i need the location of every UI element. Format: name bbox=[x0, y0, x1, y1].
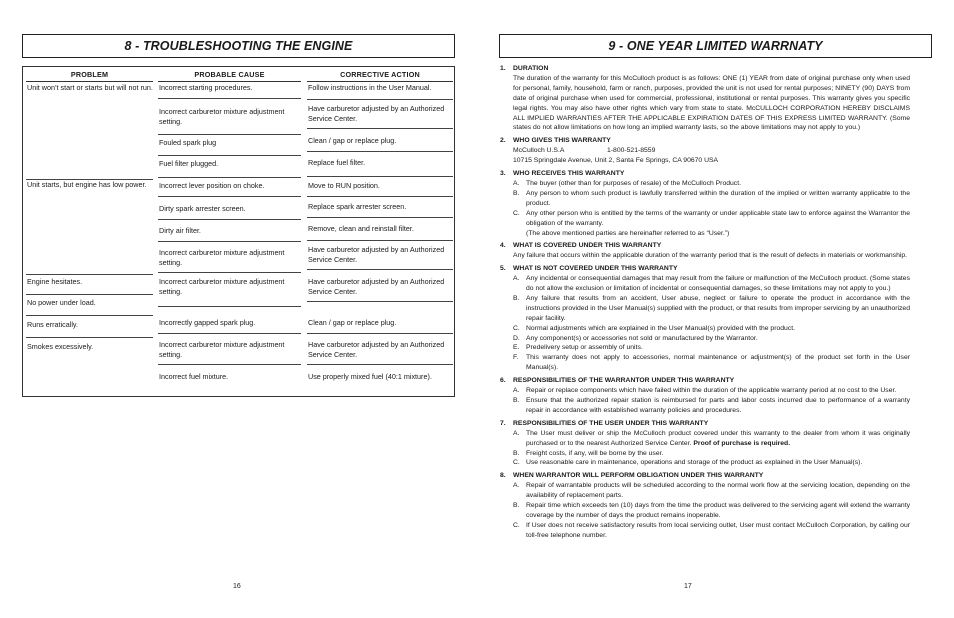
section-heading: WHO RECEIVES THIS WARRANTY bbox=[513, 170, 625, 178]
action-header: CORRECTIVE ACTION bbox=[307, 70, 453, 82]
item-letter: B. bbox=[513, 189, 520, 197]
item-letter: B. bbox=[513, 449, 520, 457]
section-number: 2. bbox=[500, 137, 506, 145]
action-cell: Clean / gap or replace plug. bbox=[307, 318, 453, 334]
section-who-gives bbox=[500, 136, 910, 166]
list-item bbox=[513, 458, 910, 468]
list-item bbox=[513, 396, 910, 416]
item-text: Repair time which exceeds ten (10) days from the time the product was delivered to the servicing agent will extend the warranty coverage by the number of days the product remains inoperable. bbox=[526, 502, 910, 519]
list-item bbox=[513, 521, 910, 541]
section-number: 6. bbox=[500, 377, 506, 385]
section-body: Any failure that occurs within the applicable duration of the warranty period that is the result of defects in materials or workmanship. bbox=[513, 252, 908, 260]
problem-cell: Unit starts, but engine has low power. bbox=[26, 180, 153, 275]
problem-cell: Unit won’t start or starts but will not run. bbox=[26, 83, 153, 180]
item-letter: D. bbox=[513, 334, 520, 342]
note-text: (The above mentioned parties are hereinafter referred to as “User.”) bbox=[526, 229, 730, 237]
section-heading: RESPONSIBILITIES OF THE WARRANTOR UNDER THIS WARRANTY bbox=[513, 377, 735, 385]
company-line bbox=[500, 146, 910, 156]
item-letter: A. bbox=[513, 275, 520, 283]
proof-of-purchase-note: Proof of purchase is required. bbox=[693, 439, 791, 447]
troubleshooting-title-box bbox=[22, 34, 455, 58]
section-warrantor-responsibilities bbox=[500, 376, 910, 416]
list-item bbox=[513, 449, 910, 459]
section-heading: WHAT IS COVERED UNDER THIS WARRANTY bbox=[513, 242, 662, 250]
cause-cell: Incorrect carburetor mixture adjustment setting. bbox=[158, 340, 301, 365]
list-item bbox=[513, 429, 910, 449]
section-heading: DURATION bbox=[513, 65, 549, 72]
action-cell: Have carburetor adjusted by an Authorized Service Center. bbox=[307, 104, 453, 129]
item-letter: F. bbox=[513, 354, 519, 362]
item-text: Ensure that the authorized repair station is reimbursed for parts and labor costs incurred due to performance of a warranty repair in accordance with established warranty policies and procedures. bbox=[526, 397, 910, 414]
problem-header: PROBLEM bbox=[26, 70, 153, 82]
cause-cell: Incorrect fuel mixture. bbox=[159, 372, 229, 381]
company-phone: 1-800-521-8559 bbox=[607, 147, 656, 155]
section-heading: WHEN WARRANTOR WILL PERFORM OBLIGATION UNDER THIS WARRANTY bbox=[513, 472, 764, 480]
action-cell: Follow instructions in the User Manual. bbox=[307, 83, 453, 100]
section-user-responsibilities bbox=[500, 419, 910, 469]
section-number: 4. bbox=[500, 242, 506, 250]
section-when-warrantor-performs bbox=[500, 471, 910, 540]
item-letter: A. bbox=[513, 482, 520, 490]
list-item bbox=[513, 501, 910, 521]
action-cell: Have carburetor adjusted by an Authorized Service Center. bbox=[307, 277, 453, 302]
item-text-plain: The User must deliver or ship the McCulloch product covered under this warranty to the dealer from whom it was originally purchased or to the nearest Authorized Service Center. bbox=[526, 429, 910, 447]
list-item bbox=[513, 334, 910, 344]
item-text: Use reasonable care in maintenance, operations and storage of the product as explained in the User Manual(s). bbox=[526, 459, 863, 467]
item-text bbox=[526, 429, 910, 449]
list-item bbox=[513, 189, 910, 209]
cause-cell: Incorrect lever position on choke. bbox=[158, 181, 301, 197]
cause-cell: Incorrect starting procedures. bbox=[158, 83, 301, 99]
cause-cell: Dirty air filter. bbox=[158, 226, 301, 242]
section-body: The duration of the warranty for this McCulloch product is as follows: ONE (1) YEAR from date of original purchase only when used for personal, family, household, farm or ranch, purposes, provided the unit is not used for rental purposes; NINETY (90) DAYS from date of original purchase when used for commercial, professional, institutional or rental purposes. This warranty gives you specific legal rights. You may also have other rights which vary from state to state. McCULLOCH CORPORATION HEREBY DISCLAIMS ALL IMPLIED WARRANTIES AFTER THE APPLICABLE EXPIRATION DATES OF THIS EXPRESS LIMITED WARRANTY. (Some states do not allow limitations on how long an implied warranty lasts, so the above limitations may not apply to you.) bbox=[513, 74, 910, 132]
section-number: 5. bbox=[500, 265, 506, 273]
list-item bbox=[513, 274, 910, 294]
section-heading: WHO GIVES THIS WARRANTY bbox=[513, 137, 611, 145]
action-cell: Move to RUN position. bbox=[307, 181, 453, 197]
list-item bbox=[513, 179, 910, 189]
item-letter: A. bbox=[513, 179, 520, 187]
item-text: Any other person who is entitled by the terms of the warranty or under applicable state law to enforce against the Warrantor the obligation of the warranty. bbox=[526, 209, 910, 227]
item-letter: B. bbox=[513, 502, 520, 510]
item-letter: C. bbox=[513, 324, 520, 332]
cause-cell: Dirty spark arrester screen. bbox=[158, 204, 301, 220]
item-letter: A. bbox=[513, 387, 520, 395]
warranty-title: 9 - ONE YEAR LIMITED WARRNATY bbox=[608, 39, 823, 53]
page-17 bbox=[477, 0, 954, 618]
cause-cell: Fuel filter plugged. bbox=[158, 159, 301, 178]
cause-cell: Incorrect carburetor mixture adjustment setting. bbox=[158, 107, 301, 135]
section-heading: WHAT IS NOT COVERED UNDER THIS WARRANTY bbox=[513, 265, 678, 273]
item-letter: C. bbox=[513, 521, 520, 529]
section-number: 3. bbox=[500, 170, 506, 178]
item-text: Repair of warrantable products will be scheduled according to the normal work flow at the servicing location, depending on the availability of replacement parts. bbox=[526, 482, 910, 500]
problem-cell: No power under load. bbox=[26, 298, 153, 316]
item-text: This warranty does not apply to accessories, normal maintenance or adjustment(s) of the product set forth in the User Manual(s). bbox=[526, 354, 910, 372]
item-text: Repair or replace components which have failed within the duration of the applicable warranty period at no cost to the User. bbox=[526, 387, 897, 395]
warranty-text bbox=[500, 64, 910, 541]
cause-cell: Incorrectly gapped spark plug. bbox=[158, 318, 301, 334]
item-letter: B. bbox=[513, 294, 520, 302]
list-item bbox=[513, 353, 910, 373]
list-item bbox=[513, 481, 910, 501]
cause-cell: Fouled spark plug bbox=[158, 138, 301, 156]
item-text: Predelivery setup or assembly of units. bbox=[526, 344, 643, 352]
action-cell: Clean / gap or replace plug. bbox=[307, 136, 453, 152]
action-cell: Replace spark arrester screen. bbox=[307, 202, 453, 218]
cause-header: PROBABLE CAUSE bbox=[158, 70, 301, 82]
list-item bbox=[513, 386, 910, 396]
item-letter: C. bbox=[513, 209, 520, 217]
section-who-receives bbox=[500, 169, 910, 238]
problem-cell: Runs erratically. bbox=[26, 320, 153, 338]
item-text: Any failure that results from an accident, User abuse, neglect or failure to operate the product in accordance with the instructions provided in the User Manual(s) supplied with the product, or that results from improper servicing by an unauthorized repair facility. bbox=[526, 294, 910, 322]
list-item bbox=[513, 324, 910, 334]
list-item bbox=[513, 209, 910, 229]
item-letter: A. bbox=[513, 429, 520, 437]
item-letter: E. bbox=[513, 344, 520, 352]
section-heading: RESPONSIBILITIES OF THE USER UNDER THIS WARRANTY bbox=[513, 419, 709, 427]
item-text: If User does not receive satisfactory results from local servicing outlet, User must contact McCulloch Corporation, by calling our toll-free telephone number. bbox=[526, 521, 910, 539]
item-text: Any person to whom such product is lawfully transferred within the duration of the implied or written warranty applicable to the product. bbox=[526, 189, 910, 207]
item-text: The buyer (other than for purposes of resale) of the McCulloch Product. bbox=[526, 179, 741, 187]
item-letter: B. bbox=[513, 397, 520, 404]
page-number: 17 bbox=[684, 583, 692, 590]
section-duration bbox=[500, 64, 910, 133]
section-number: 1. bbox=[500, 65, 506, 72]
action-cell: Replace fuel filter. bbox=[307, 158, 453, 177]
action-cell: Have carburetor adjusted by an Authorized Service Center. bbox=[307, 340, 453, 365]
troubleshooting-table bbox=[22, 66, 455, 397]
section-number: 7. bbox=[500, 419, 506, 427]
item-text: Normal adjustments which are explained in the User Manual(s) provided with the product. bbox=[526, 324, 795, 332]
cause-cell: Incorrect carburetor mixture adjustment setting. bbox=[158, 248, 301, 273]
problem-cell: Smokes excessively. bbox=[27, 342, 94, 351]
section-not-covered bbox=[500, 264, 910, 373]
company-address: 10715 Springdale Avenue, Unit 2, Santa Fe Springs, CA 90670 USA bbox=[513, 157, 719, 165]
warranty-title-box bbox=[499, 34, 932, 58]
company-name: McCulloch U.S.A bbox=[513, 147, 565, 155]
section-what-covered bbox=[500, 241, 910, 261]
item-text: Any component(s) or accessories not sold or manufactured by the Warrantor. bbox=[526, 334, 758, 342]
item-text: Freight costs, if any, will be borne by the user. bbox=[526, 449, 664, 457]
list-note bbox=[513, 229, 910, 239]
item-text: Any incidental or consequential damages that may result from the failure or malfunction of the McCulloch product. (Some states do not allow the exclusion or limitation of incidental or consequential damages, so these limitations may not apply to you.) bbox=[526, 275, 910, 293]
cause-cell: Incorrect carburetor mixture adjustment setting. bbox=[158, 277, 301, 307]
section-number: 8. bbox=[500, 472, 506, 480]
troubleshooting-title: 8 - TROUBLESHOOTING THE ENGINE bbox=[124, 39, 353, 53]
list-item bbox=[513, 343, 910, 353]
action-cell: Remove, clean and reinstall filter. bbox=[307, 224, 453, 241]
problem-cell: Engine hesitates. bbox=[26, 277, 153, 295]
list-item bbox=[513, 294, 910, 324]
action-cell: Have carburetor adjusted by an Authorized Service Center. bbox=[307, 245, 453, 270]
item-letter: C. bbox=[513, 459, 520, 467]
page-number: 16 bbox=[233, 583, 241, 590]
action-cell: Use properly mixed fuel (40:1 mixture). bbox=[308, 372, 432, 381]
